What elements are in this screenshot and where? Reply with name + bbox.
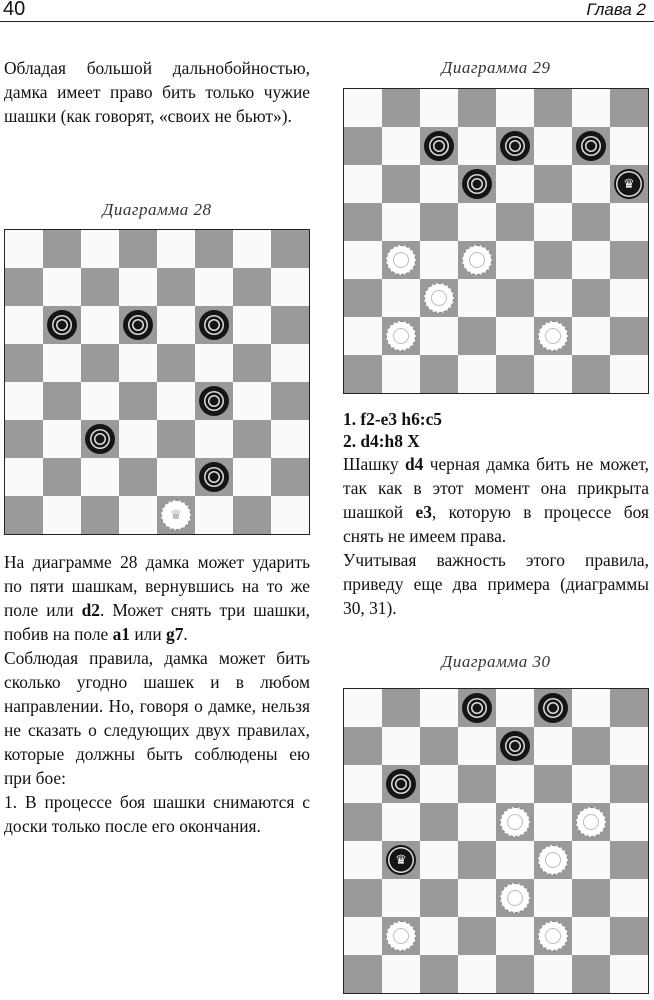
board-square bbox=[382, 89, 420, 127]
board-square bbox=[420, 955, 458, 993]
move-2: 2. d4:h8 X bbox=[343, 431, 420, 451]
board-square bbox=[157, 306, 195, 344]
board-square bbox=[420, 803, 458, 841]
board-square bbox=[382, 689, 420, 727]
board-square bbox=[610, 803, 648, 841]
board-square bbox=[420, 89, 458, 127]
board-square bbox=[233, 230, 271, 268]
board-square bbox=[157, 268, 195, 306]
board-square bbox=[344, 917, 382, 955]
board-square bbox=[610, 89, 648, 127]
board-square bbox=[610, 203, 648, 241]
board-square bbox=[271, 382, 309, 420]
board-square bbox=[5, 382, 43, 420]
board-square bbox=[496, 955, 534, 993]
board-square bbox=[43, 420, 81, 458]
board-square bbox=[420, 203, 458, 241]
board-square bbox=[610, 841, 648, 879]
board-square bbox=[458, 727, 496, 765]
board-square bbox=[344, 279, 382, 317]
board-square bbox=[382, 727, 420, 765]
right-text-block bbox=[343, 408, 649, 620]
board-square bbox=[5, 420, 43, 458]
board-square bbox=[157, 230, 195, 268]
board-square bbox=[195, 230, 233, 268]
board-square bbox=[572, 917, 610, 955]
board-square bbox=[344, 689, 382, 727]
square-g7: g7 bbox=[166, 624, 184, 644]
board-square bbox=[420, 765, 458, 803]
black-king-piece bbox=[386, 845, 416, 875]
board-square bbox=[572, 727, 610, 765]
board-square bbox=[534, 765, 572, 803]
board-square bbox=[233, 458, 271, 496]
board-square bbox=[382, 127, 420, 165]
board-square bbox=[344, 803, 382, 841]
board-square bbox=[496, 841, 534, 879]
board-square bbox=[458, 317, 496, 355]
board-square bbox=[382, 955, 420, 993]
board-square bbox=[119, 458, 157, 496]
board-square bbox=[344, 203, 382, 241]
board-square bbox=[496, 689, 534, 727]
board-square bbox=[534, 279, 572, 317]
board-square bbox=[458, 879, 496, 917]
diagram-28-board bbox=[4, 229, 310, 535]
board-square bbox=[534, 165, 572, 203]
black-king-piece bbox=[614, 169, 644, 199]
crown-icon: ♛ bbox=[170, 507, 182, 523]
board-square bbox=[271, 420, 309, 458]
board-square bbox=[43, 344, 81, 382]
text-segment: Шашку bbox=[343, 454, 405, 474]
page-header bbox=[0, 0, 654, 22]
square-a1: a1 bbox=[112, 624, 130, 644]
board-square bbox=[195, 420, 233, 458]
board-square bbox=[119, 268, 157, 306]
board-square bbox=[43, 496, 81, 534]
diagram-29-explanation bbox=[343, 452, 649, 548]
board-square bbox=[271, 458, 309, 496]
board-square bbox=[382, 355, 420, 393]
text-segment: , которую в процессе боя снять не имеем права. bbox=[343, 502, 650, 546]
board-square bbox=[458, 127, 496, 165]
board-square bbox=[458, 203, 496, 241]
board-square bbox=[420, 841, 458, 879]
board-square bbox=[382, 165, 420, 203]
board-square bbox=[233, 420, 271, 458]
board-square bbox=[420, 317, 458, 355]
board-square bbox=[496, 203, 534, 241]
board-square bbox=[534, 355, 572, 393]
board-square bbox=[43, 382, 81, 420]
board-square bbox=[119, 230, 157, 268]
diagram-28-title: Диаграмма 28 bbox=[102, 200, 212, 219]
board-square bbox=[344, 127, 382, 165]
board-square bbox=[458, 355, 496, 393]
board-square bbox=[382, 203, 420, 241]
board-square bbox=[610, 727, 648, 765]
board-square bbox=[572, 355, 610, 393]
diagram-28-explanation bbox=[4, 550, 310, 646]
board-square bbox=[458, 917, 496, 955]
board-square bbox=[233, 382, 271, 420]
board-square bbox=[496, 279, 534, 317]
crown-icon: ♛ bbox=[623, 176, 635, 192]
board-square bbox=[572, 955, 610, 993]
board-square bbox=[81, 496, 119, 534]
square-e3: e3 bbox=[415, 502, 432, 522]
board-square bbox=[572, 765, 610, 803]
board-square bbox=[157, 344, 195, 382]
board-square bbox=[344, 727, 382, 765]
board-square bbox=[43, 458, 81, 496]
text-segment: . bbox=[183, 624, 188, 644]
board-square bbox=[157, 458, 195, 496]
board-square bbox=[496, 317, 534, 355]
board-square bbox=[572, 165, 610, 203]
diagram-29-title: Диаграмма 29 bbox=[441, 58, 551, 77]
header-rule bbox=[0, 21, 654, 22]
board-square bbox=[119, 382, 157, 420]
board-square bbox=[610, 917, 648, 955]
rules-paragraph: Соблюдая правила, дамка может бить сколько угодно шашек и в любом направлении. Но, говоря о дамке, нельзя не сказать о следующих двух правилах, которые должны быть соблюдены ею при бое: bbox=[4, 648, 310, 788]
diagram-29-board bbox=[343, 88, 649, 394]
board-square bbox=[43, 268, 81, 306]
page-number: 40 bbox=[3, 0, 26, 20]
board-square bbox=[5, 344, 43, 382]
board-square bbox=[5, 306, 43, 344]
board-square bbox=[610, 317, 648, 355]
board-square bbox=[271, 230, 309, 268]
board-square bbox=[81, 458, 119, 496]
board-square bbox=[81, 344, 119, 382]
board-square bbox=[195, 344, 233, 382]
board-square bbox=[5, 268, 43, 306]
board-square bbox=[610, 689, 648, 727]
board-square bbox=[534, 127, 572, 165]
board-square bbox=[233, 496, 271, 534]
board-square bbox=[610, 955, 648, 993]
board-square bbox=[271, 496, 309, 534]
left-column bbox=[4, 56, 310, 128]
board-square bbox=[572, 317, 610, 355]
board-square bbox=[420, 689, 458, 727]
board-square bbox=[344, 765, 382, 803]
board-square bbox=[271, 268, 309, 306]
board-square bbox=[344, 355, 382, 393]
board-square bbox=[534, 727, 572, 765]
board-square bbox=[496, 241, 534, 279]
board-square bbox=[572, 689, 610, 727]
text-segment: черная дамка бить не может, так как в этот момент она прикрыта шашкой bbox=[343, 454, 649, 522]
rule-1-paragraph: 1. В процессе боя шашки снимаются с доски только после его окончания. bbox=[4, 792, 310, 836]
board-square bbox=[534, 89, 572, 127]
board-square bbox=[344, 879, 382, 917]
board-square bbox=[420, 727, 458, 765]
board-square bbox=[382, 279, 420, 317]
intro-paragraph: Обладая большой дальнобойностью, дамка имеет право бить только чужие шашки (как говорят, «своих не бьют»). bbox=[4, 58, 310, 126]
board-square bbox=[458, 279, 496, 317]
board-square bbox=[458, 765, 496, 803]
board-square bbox=[420, 917, 458, 955]
square-d2: d2 bbox=[81, 600, 100, 620]
board-square bbox=[233, 344, 271, 382]
board-square bbox=[420, 165, 458, 203]
examples-paragraph: Учитывая важность этого правила, приведу еще два примера (диаграммы 30, 31). bbox=[343, 550, 649, 618]
board-square bbox=[195, 496, 233, 534]
board-square bbox=[344, 165, 382, 203]
board-square bbox=[382, 879, 420, 917]
board-square bbox=[534, 241, 572, 279]
board-square bbox=[344, 89, 382, 127]
board-square bbox=[458, 841, 496, 879]
board-square bbox=[81, 306, 119, 344]
board-square bbox=[344, 241, 382, 279]
board-square bbox=[81, 230, 119, 268]
board-square bbox=[5, 458, 43, 496]
board-square bbox=[420, 879, 458, 917]
board-square bbox=[610, 279, 648, 317]
board-square bbox=[5, 230, 43, 268]
diagram-30-title: Диаграмма 30 bbox=[441, 652, 551, 671]
board-square bbox=[458, 89, 496, 127]
board-square bbox=[496, 165, 534, 203]
board-square bbox=[119, 420, 157, 458]
text-segment: или bbox=[130, 624, 166, 644]
board-square bbox=[534, 203, 572, 241]
move-1: 1. f2-e3 h6:c5 bbox=[343, 409, 443, 429]
board-square bbox=[81, 382, 119, 420]
crown-icon: ♛ bbox=[395, 852, 407, 868]
board-square bbox=[572, 841, 610, 879]
board-square bbox=[344, 955, 382, 993]
board-square bbox=[195, 268, 233, 306]
diagram-30-board bbox=[343, 688, 649, 994]
board-square bbox=[496, 89, 534, 127]
board-square bbox=[496, 765, 534, 803]
board-square bbox=[119, 344, 157, 382]
board-square bbox=[610, 355, 648, 393]
board-square bbox=[572, 203, 610, 241]
board-square bbox=[43, 230, 81, 268]
board-square bbox=[610, 241, 648, 279]
board-square bbox=[233, 268, 271, 306]
square-d4: d4 bbox=[404, 454, 424, 474]
board-square bbox=[81, 268, 119, 306]
board-square bbox=[572, 241, 610, 279]
board-square bbox=[458, 955, 496, 993]
board-square bbox=[271, 344, 309, 382]
board-square bbox=[496, 355, 534, 393]
board-square bbox=[534, 803, 572, 841]
board-square bbox=[233, 306, 271, 344]
text-segment: . Может снять три шашки, побив на поле bbox=[4, 600, 310, 644]
board-square bbox=[458, 803, 496, 841]
board-square bbox=[572, 279, 610, 317]
white-king-piece bbox=[161, 500, 191, 530]
board-square bbox=[534, 879, 572, 917]
board-square bbox=[420, 355, 458, 393]
board-square bbox=[157, 420, 195, 458]
text-segment: На диаграмме 28 дамка может ударить по пяти шашкам, вернувшись на то же поле или bbox=[4, 552, 310, 620]
board-square bbox=[344, 841, 382, 879]
board-square bbox=[610, 879, 648, 917]
chapter-title: Глава 2 bbox=[586, 0, 646, 19]
board-square bbox=[496, 917, 534, 955]
board-square bbox=[382, 803, 420, 841]
board-square bbox=[420, 241, 458, 279]
board-square bbox=[157, 382, 195, 420]
board-square bbox=[610, 765, 648, 803]
left-text-block bbox=[4, 550, 310, 838]
board-square bbox=[119, 496, 157, 534]
board-square bbox=[271, 306, 309, 344]
board-square bbox=[344, 317, 382, 355]
board-square bbox=[610, 127, 648, 165]
board-square bbox=[5, 496, 43, 534]
board-square bbox=[572, 89, 610, 127]
board-square bbox=[534, 955, 572, 993]
board-square bbox=[572, 879, 610, 917]
